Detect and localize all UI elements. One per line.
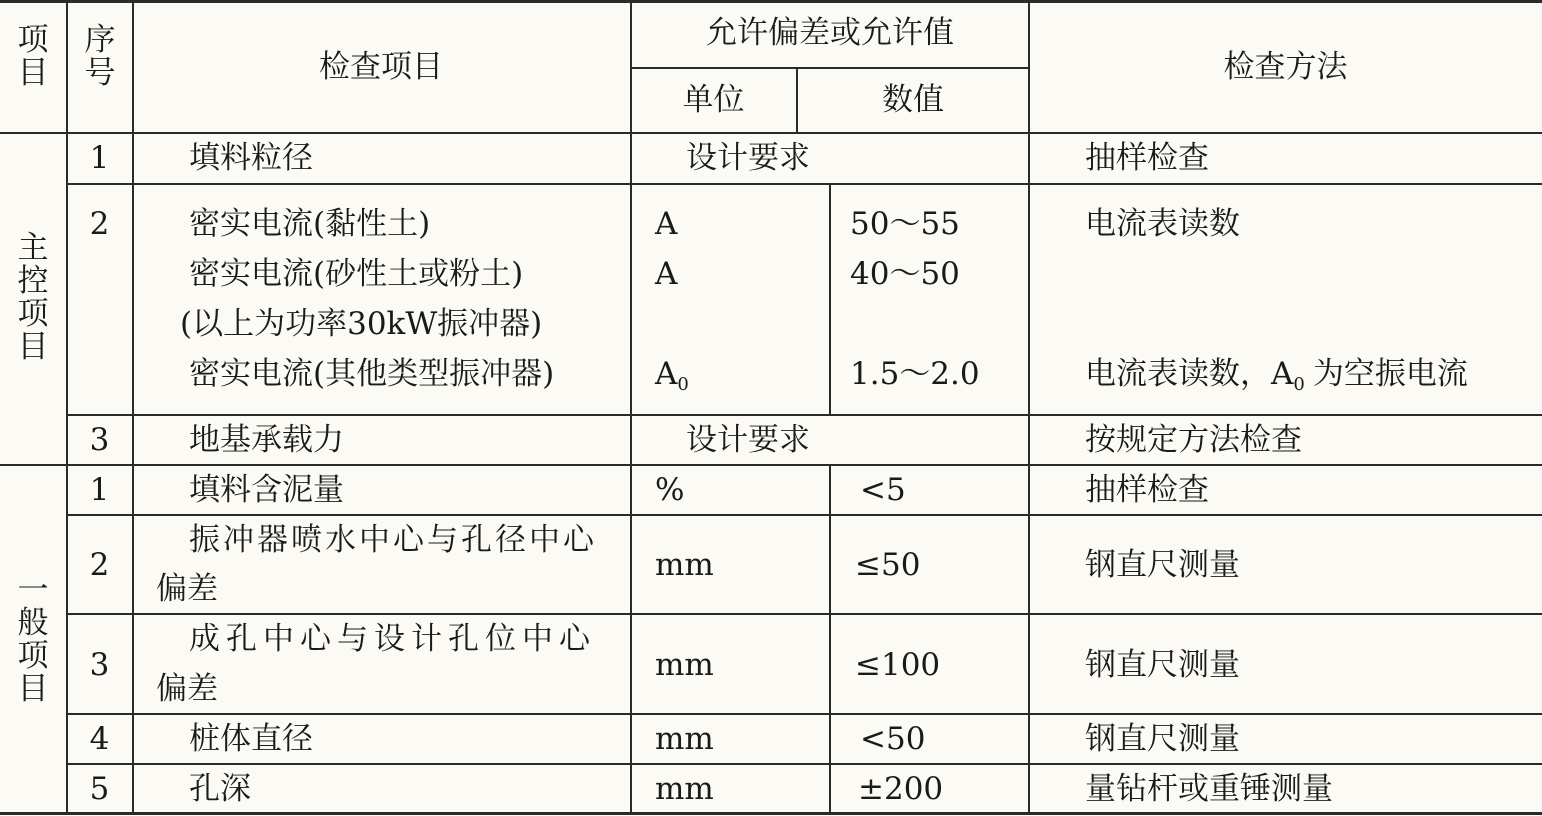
main-1-item: 填料粒径 [189,140,313,176]
rule-v-item [630,0,632,815]
main-3-item: 地基承载力 [189,422,344,458]
main-2-no: 2 [89,206,110,242]
rule-gen-3 [67,713,1542,715]
gen-1-method: 抽样检查 [1085,472,1209,508]
gen-2-method: 钢直尺测量 [1085,547,1240,583]
gen-2-value: ≤50 [855,547,921,583]
main-3-no: 3 [89,422,110,458]
rule-header-bottom [0,132,1542,134]
rule-top [0,0,1542,3]
main-2-unit-4-base: A [655,356,678,392]
header-item: 检查项目 [319,49,443,85]
gen-5-unit: mm [655,771,714,807]
main-3-req: 设计要求 [686,422,810,458]
gen-4-unit: mm [655,721,714,757]
rule-main-1 [67,183,1542,185]
gen-5-value: ±200 [858,771,944,807]
gen-3-item: 成孔中心与设计孔位中心 [189,621,596,657]
rule-gen-4 [67,763,1542,765]
gen-5-no: 5 [89,771,110,807]
main-2-item-3: (以上为功率30kW振冲器) [180,306,543,342]
main-2-item-4: 密实电流(其他类型振冲器) [189,356,555,392]
main-2-method-4-sub: 0 [1293,374,1305,395]
gen-2-item: 振冲器喷水中心与孔径中心 [189,522,597,558]
rule-gen-1 [67,514,1542,516]
header-category: 项目 [17,22,49,91]
gen-2-unit: mm [655,547,714,583]
rule-v-method [1028,0,1030,815]
gen-1-item: 填料含泥量 [189,472,344,508]
gen-1-unit: % [655,472,685,508]
main-2-value-2: 40～50 [850,256,960,292]
main-1-method: 抽样检查 [1085,140,1209,176]
gen-1-value: <5 [860,472,906,508]
rule-bottom [0,812,1542,815]
main-2-unit-2: A [655,256,678,292]
rule-v-unit-body [829,183,831,415]
rule-group-split [0,464,1542,466]
gen-3-method: 钢直尺测量 [1085,647,1240,683]
main-2-value-4: 1.5～2.0 [850,356,980,392]
main-2-unit-4-sub: 0 [677,374,689,395]
gen-2-item-cont: 偏差 [156,571,218,607]
main-2-method-4-post: 为空振电流 [1312,356,1468,392]
group-main-label: 主控项目 [17,230,49,365]
gen-2-no: 2 [89,547,110,583]
header-value: 数值 [882,82,944,118]
main-2-item-1: 密实电流(黏性土) [189,206,431,242]
main-2-method-4 [1085,356,1468,395]
main-2-method-4-pre: 电流表读数，A [1085,356,1294,392]
main-2-method-1: 电流表读数 [1085,206,1240,242]
main-1-req: 设计要求 [686,140,810,176]
header-allow: 允许偏差或允许值 [706,15,954,51]
gen-3-value: ≤100 [855,647,941,683]
group-general-label: 一般项目 [17,572,49,707]
main-2-unit-4 [655,356,689,395]
gen-4-no: 4 [89,721,110,757]
gen-5-item: 孔深 [189,771,251,807]
gen-3-no: 3 [89,647,110,683]
gen-1-no: 1 [89,472,110,508]
header-seq: 序号 [84,22,116,91]
main-2-unit-1: A [655,206,678,242]
rule-gen-2 [67,613,1542,615]
main-3-method: 按规定方法检查 [1085,422,1302,458]
header-unit: 单位 [682,82,745,118]
rule-v-seq [132,0,134,815]
gen-4-item: 桩体直径 [189,721,313,757]
gen-3-unit: mm [655,647,714,683]
header-method: 检查方法 [1223,49,1348,85]
rule-main-2 [67,414,1542,416]
main-2-item-2: 密实电流(砂性土或粉土) [189,256,524,292]
gen-5-method: 量钻杆或重锤测量 [1085,771,1333,807]
rule-v-category [66,0,68,815]
main-2-value-1: 50～55 [850,206,960,242]
rule-v-unit-general [829,464,831,815]
gen-4-method: 钢直尺测量 [1085,721,1240,757]
main-1-no: 1 [89,140,110,176]
rule-header-mid [631,67,1029,69]
gen-3-item-cont: 偏差 [156,671,218,707]
gen-4-value: <50 [860,721,926,757]
